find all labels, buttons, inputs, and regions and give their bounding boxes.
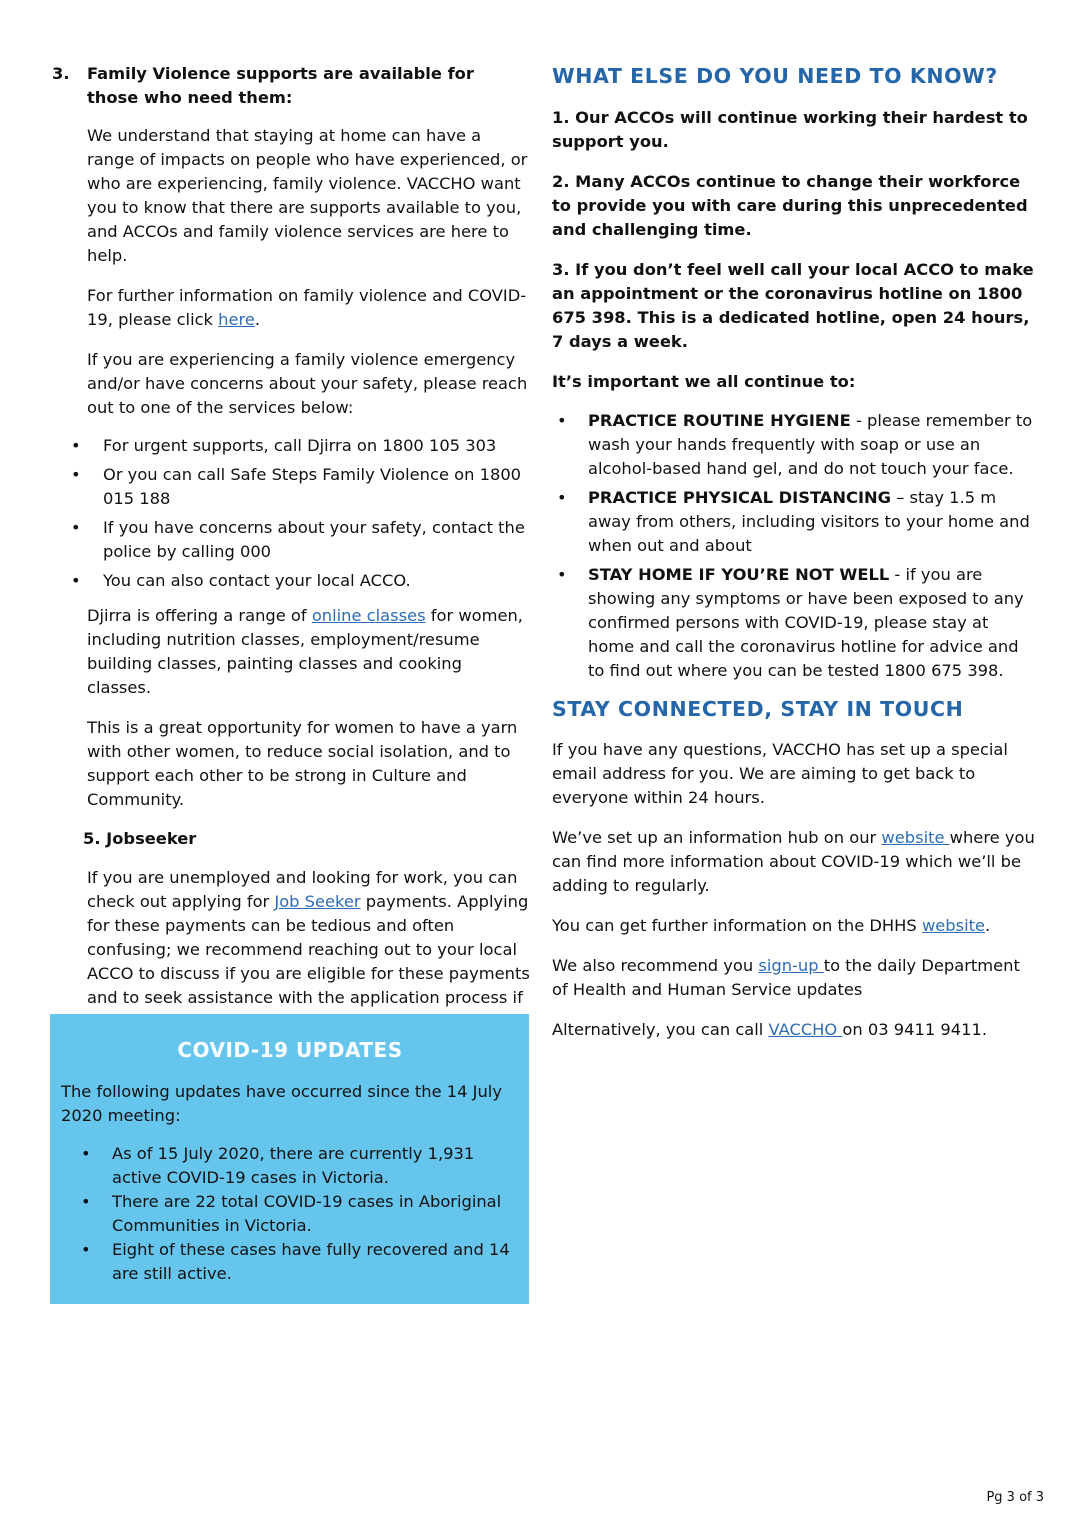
list-item: • For urgent supports, call Djirra on 1800 105 303 — [71, 436, 497, 455]
family-violence-info: For further information on family violence and COVID-19, please click here. — [87, 286, 527, 329]
job-seeker-link[interactable]: Job Seeker — [274, 892, 361, 911]
precautions-list — [552, 409, 1038, 683]
list-item: • Or you can call Safe Steps Family Violence on 1800 015 188 — [71, 465, 522, 508]
questions-info: If you have any questions, VACCHO has set up a special email address for you. We are aiming to get back to everyone within 24 hours. — [552, 740, 1008, 807]
djirra-classes-info: Djirra is offering a range of online classes for women, including nutrition classes, employment/resume building classes, painting classes and cooking classes. — [87, 606, 523, 697]
jobseeker-info: If you are unemployed and looking for work, you can check out applying for Job Seeker payments. Applying for these payments can be tedious and often confusing; we recommend reaching out to your local ACCO to discuss if you are eligible for these payments and to seek assistance with the application process if — [87, 868, 530, 1007]
list-item: • As of 15 July 2020, there are currently 1,931 active COVID-19 cases in Victoria. — [81, 1144, 475, 1187]
covid-updates-list — [61, 1142, 519, 1286]
stay-connected-title: STAY CONNECTED, STAY IN TOUCH — [552, 697, 964, 721]
list-item: • STAY HOME IF YOU’RE NOT WELL - if you are showing any symptoms or have been exposed to any confirmed persons with COVID-19, please stay at home and call the coronavirus hotline for advice and to find out where you can be tested 1800 675 398. — [557, 565, 1024, 680]
yarn-opportunity-text: This is a great opportunity for women to have a yarn with other women, to reduce social isolation, and to support each other to be strong in Culture and Community. — [87, 718, 518, 809]
vaccho-link[interactable]: VACCHO — [768, 1020, 843, 1039]
signup-info: We also recommend you sign-up to the daily Department of Health and Human Service updates — [552, 956, 1020, 999]
website-link[interactable]: website — [881, 828, 950, 847]
list-item: • PRACTICE PHYSICAL DISTANCING – stay 1.5 m away from others, including visitors to your home and when out and about — [557, 488, 1030, 555]
list-item: • You can also contact your local ACCO. — [71, 571, 411, 590]
sign-up-link[interactable]: sign-up — [758, 956, 824, 975]
list-item: • Eight of these cases have fully recovered and 14 are still active. — [81, 1240, 510, 1283]
page-number: Pg 3 of 3 — [986, 1490, 1044, 1505]
online-classes-link[interactable]: online classes — [311, 606, 426, 625]
covid-updates-title: COVID-19 UPDATES — [177, 1038, 403, 1062]
section-heading-text: Family Violence supports are available for those who need them: — [87, 64, 474, 107]
here-link[interactable]: here — [218, 310, 255, 329]
need-to-know-point-2: 2. Many ACCOs continue to change their workforce to provide you with care during this unprecedented and challenging time. — [552, 172, 1028, 239]
list-item: • There are 22 total COVID-19 cases in Aboriginal Communities in Victoria. — [81, 1192, 502, 1235]
list-item: • PRACTICE ROUTINE HYGIENE - please remember to wash your hands frequently with soap or use an alcohol-based hand gel, and do not touch your face. — [557, 411, 1033, 478]
list-item: • If you have concerns about your safety, contact the police by calling 000 — [71, 518, 525, 561]
information-hub-info: We’ve set up an information hub on our website where you can find more information about COVID-19 which we’ll be adding to regularly. — [552, 828, 1035, 895]
family-violence-heading — [52, 62, 530, 110]
right-column — [552, 62, 1038, 1042]
continue-to-heading: It’s important we all continue to: — [552, 372, 856, 391]
need-to-know-point-3: 3. If you don’t feel well call your local ACCO to make an appointment or the coronavirus hotline on 1800 675 398. This is a dedicated hotline, open 24 hours, 7 days a week. — [552, 260, 1034, 351]
section-number: 3. — [52, 64, 70, 83]
emergency-info: If you are experiencing a family violence emergency and/or have concerns about your safety, please reach out to one of the services below: — [87, 350, 528, 417]
jobseeker-heading: 5. Jobseeker — [83, 829, 197, 848]
covid-updates-box — [50, 1014, 529, 1304]
dhhs-info: You can get further information on the DHHS website. — [552, 916, 991, 935]
need-to-know-point-1: 1. Our ACCOs will continue working their hardest to support you. — [552, 108, 1028, 151]
family-violence-intro: We understand that staying at home can have a range of impacts on people who have experienced, or who are experiencing, family violence. VACCHO want you to know that there are supports available to you, and ACCOs and family violence services are here to help. — [87, 126, 528, 265]
dhhs-website-link[interactable]: website — [921, 916, 986, 935]
covid-updates-intro: The following updates have occurred since the 14 July 2020 meeting: — [61, 1082, 502, 1125]
vaccho-phone-info: Alternatively, you can call VACCHO on 03 9411 9411. — [552, 1020, 987, 1039]
left-column — [52, 62, 530, 1034]
support-services-list — [52, 434, 530, 593]
need-to-know-title: WHAT ELSE DO YOU NEED TO KNOW? — [552, 64, 998, 88]
